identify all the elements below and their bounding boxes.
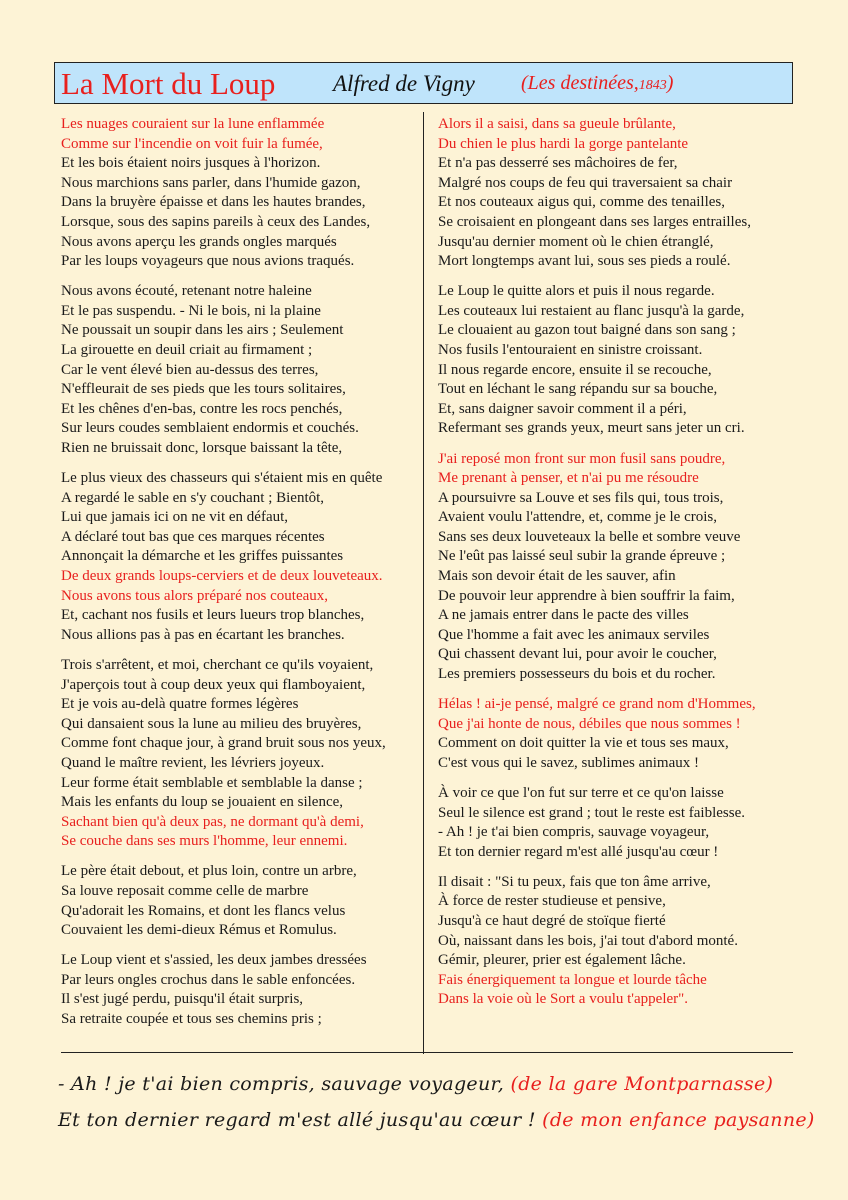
verse-line: À force de rester studieuse et pensive, [438,893,666,910]
verse-line: Quand le maître revient, les lévriers joyeux. [61,754,325,771]
footer-line-1 [58,1073,773,1095]
verse-line: A regardé le sable en s'y couchant ; Bientôt, [61,489,325,506]
verse-line: Avaient voulu l'attendre, et, comme je le crois, [438,509,717,526]
verse-line: Dans la voie où le Sort a voulu t'appeler". [438,991,689,1008]
verse-line: Le Loup vient et s'assied, les deux jambes dressées [61,952,367,969]
verse-line: Les nuages couraient sur la lune enflammée [61,116,325,132]
verse-line: Sur leurs coudes semblaient endormis et couchés. [61,420,359,437]
stanza [438,282,793,439]
verse-line: C'est vous qui le savez, sublimes animaux ! [438,754,699,771]
verse-line: Tout en léchant le sang répandu sur sa bouche, [438,381,718,398]
right-column [438,115,793,1021]
verse-line: Se couche dans ses murs l'homme, leur ennemi. [61,833,348,850]
verse-line: Où, naissant dans les bois, j'ai tout d'abord monté. [438,932,738,949]
verse-line: Car le vent élevé bien au-dessus des terres, [61,361,319,378]
verse-line: Par leurs ongles crochus dans le sable enfoncées. [61,971,356,988]
left-column [61,115,411,1040]
stanza [61,115,411,272]
verse-line: Sachant bien qu'à deux pas, ne dormant qu'à demi, [61,813,364,830]
verse-line: Lui que jamais ici on ne vit en défaut, [61,509,289,526]
verse-line: Qui chassent devant lui, pour avoir le coucher, [438,646,717,663]
verse-line: Qui dansaient sous la lune au milieu des bruyères, [61,715,362,732]
verse-line: À voir ce que l'on fut sur terre et ce qu'on laisse [438,785,724,801]
verse-line: La girouette en deuil criait au firmament ; [61,342,313,359]
verse-line: A poursuivre sa Louve et ses fils qui, tous trois, [438,489,724,506]
verse-line: Jusqu'à ce haut degré de stoïque fierté [438,913,666,930]
verse-line: Couvaient les demi-dieux Rémus et Romulus. [61,922,337,939]
verse-line: Le clouaient au gazon tout baigné dans son sang ; [438,322,736,339]
verse-line: Nous avons écouté, retenant notre haleine [61,283,312,300]
footer-divider [61,1052,793,1053]
verse-line: Seul le silence est grand ; tout le reste est faiblesse. [438,804,745,821]
source-close: ) [666,72,674,94]
verse-line: Nous marchions sans parler, dans l'humide gazon, [61,174,361,191]
verse-line: Sans ses deux louveteaux la belle et sombre veuve [438,528,741,545]
verse-line: A ne jamais entrer dans le pacte des villes [438,607,689,624]
verse-line: Trois s'arrêtent, et moi, cherchant ce qu'ils voyaient, [61,656,374,673]
verse-line: Il disait : "Si tu peux, fais que ton âme arrive, [438,873,711,890]
column-divider [423,112,424,1054]
verse-line: De pouvoir leur apprendre à bien souffrir la faim, [438,587,735,604]
verse-line: Ne l'eût pas laissé seul subir la grande épreuve ; [438,548,726,565]
verse-line: Par les loups voyageurs que nous avions traqués. [61,253,355,270]
verse-line: Comment on doit quitter la vie et tous ses maux, [438,735,729,752]
source-year: 1843 [638,78,667,93]
verse-line: Le plus vieux des chasseurs qui s'étaient mis en quête [61,470,383,487]
verse-line: Mais les enfants du loup se jouaient en silence, [61,794,344,811]
source-collection: (Les destinées, [521,72,639,94]
verse-line: Et le pas suspendu. - Ni le bois, ni la plaine [61,302,321,319]
verse-line: Et n'a pas desserré ses mâchoires de fer, [438,155,678,172]
footer-quote-2: Et ton dernier regard m'est allé jusqu'au cœur ! [58,1109,536,1131]
verse-line: J'ai reposé mon front sur mon fusil sans poudre, [438,450,726,467]
verse-line: Comme font chaque jour, à grand bruit sous nos yeux, [61,735,386,752]
verse-line: Sa retraite coupée et tous ses chemins pris ; [61,1011,322,1028]
verse-line: Le père était debout, et plus loin, contre un arbre, [61,863,357,880]
stanza [438,784,793,862]
verse-line: Me prenant à penser, et n'ai pu me résoudre [438,470,699,487]
verse-line: Rien ne bruissait donc, lorsque baissant la tête, [61,440,343,456]
verse-line: Leur forme était semblable et semblable la danse ; [61,774,363,791]
stanza [438,450,793,685]
verse-line: Et, cachant nos fusils et leurs lueurs trop blanches, [61,607,365,624]
verse-line: Fais énergiquement ta longue et lourde tâche [438,971,707,988]
verse-line: Hélas ! ai-je pensé, malgré ce grand nom d'Hommes, [438,696,756,713]
stanza [438,115,793,272]
stanza [61,656,411,852]
footer-quote-1: - Ah ! je t'ai bien compris, sauvage voyageur, [58,1073,505,1095]
verse-line: Malgré nos coups de feu qui traversaient sa chair [438,174,733,191]
verse-line: N'effleurait de ses pieds que les tours solitaires, [61,381,346,398]
verse-line: Ne poussait un soupir dans les airs ; Seulement [61,322,344,339]
verse-line: Mort longtemps avant lui, sous ses pieds a roulé. [438,253,731,270]
footer-note-2: (de mon enfance paysanne) [542,1109,815,1131]
poem-title: La Mort du Loup [61,66,276,101]
stanza [61,282,411,458]
verse-line: Se croisaient en plongeant dans ses larges entrailles, [438,213,751,230]
footer-note-1: (de la gare Montparnasse) [510,1073,774,1095]
verse-line: Et je vois au-delà quatre formes légères [61,696,299,713]
verse-line: Il s'est jugé perdu, puisqu'il était surpris, [61,991,304,1008]
verse-line: Dans la bruyère épaisse et dans les hautes brandes, [61,194,366,211]
verse-line: Et, sans daigner savoir comment il a péri, [438,400,687,417]
verse-line: Refermant ses grands yeux, meurt sans jeter un cri. [438,420,745,437]
verse-line: Gémir, pleurer, prier est également lâche. [438,952,686,969]
verse-line: Le Loup le quitte alors et puis il nous regarde. [438,283,715,300]
verse-line: Du chien le plus hardi la gorge pantelante [438,135,689,152]
verse-line: Les premiers possesseurs du bois et du rocher. [438,666,716,683]
footer-line-2 [58,1109,815,1131]
stanza [61,862,411,940]
verse-line: Et nos couteaux aigus qui, comme des tenailles, [438,194,726,211]
verse-line: Les couteaux lui restaient au flanc jusqu'à la garde, [438,302,745,319]
verse-line: Nous avons tous alors préparé nos couteaux, [61,587,329,604]
stanza [438,695,793,773]
verse-line: Et les chênes d'en-bas, contre les rocs penchés, [61,400,343,417]
stanza [61,469,411,645]
verse-line: Mais son devoir était de les sauver, afin [438,568,676,585]
verse-line: Annonçait la démarche et les griffes puissantes [61,548,344,565]
verse-line: Nous avons aperçu les grands ongles marqués [61,233,337,250]
verse-line: Nous allions pas à pas en écartant les branches. [61,626,345,643]
verse-line: Il nous regarde encore, ensuite il se recouche, [438,361,712,378]
verse-line: Alors il a saisi, dans sa gueule brûlante, [438,116,676,132]
verse-line: Sa louve reposait comme celle de marbre [61,882,309,899]
stanza [438,873,793,1010]
verse-line: J'aperçois tout à coup deux yeux qui flamboyaient, [61,676,366,693]
title-banner [54,62,793,104]
verse-line: Et les bois étaient noirs jusques à l'horizon. [61,155,321,172]
verse-line: Comme sur l'incendie on voit fuir la fumée, [61,135,323,152]
poem-source [521,72,673,95]
verse-line: A déclaré tout bas que ces marques récentes [61,528,325,545]
verse-line: De deux grands loups-cerviers et de deux louveteaux. [61,568,383,585]
poem-author: Alfred de Vigny [333,71,475,96]
verse-line: Et ton dernier regard m'est allé jusqu'au cœur ! [438,843,719,860]
verse-line: - Ah ! je t'ai bien compris, sauvage voyageur, [438,824,710,841]
stanza [61,951,411,1029]
verse-line: Nos fusils l'entouraient en sinistre croissant. [438,342,703,359]
verse-line: Lorsque, sous des sapins pareils à ceux des Landes, [61,213,371,230]
verse-line: Que j'ai honte de nous, débiles que nous sommes ! [438,715,741,732]
verse-line: Qu'adorait les Romains, et dont les flancs velus [61,902,346,919]
verse-line: Jusqu'au dernier moment où le chien étranglé, [438,233,714,250]
verse-line: Que l'homme a fait avec les animaux serviles [438,626,710,643]
